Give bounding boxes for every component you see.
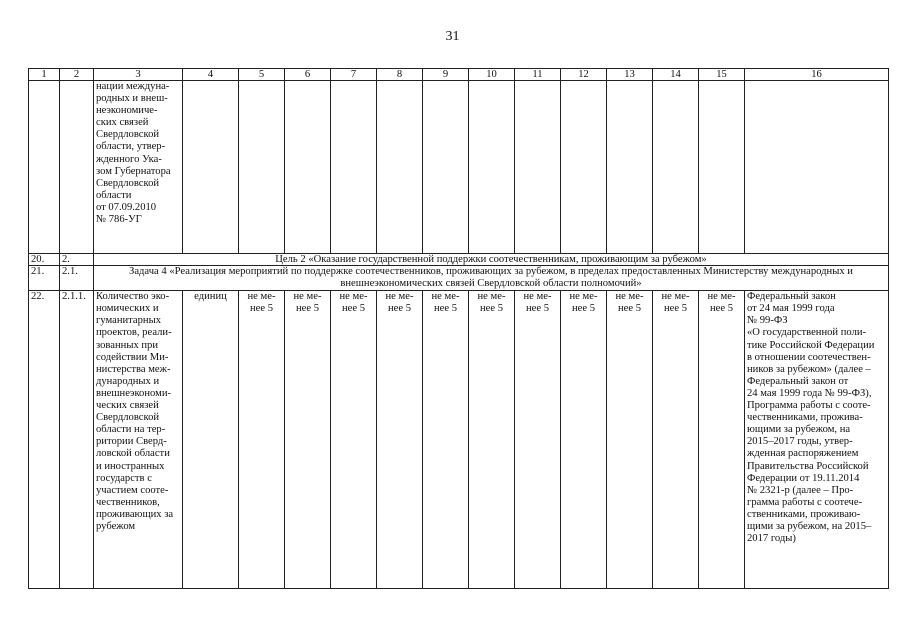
col-number-12: 12 (561, 69, 607, 81)
cell-empty (377, 81, 423, 254)
target-value: не ме- нее 5 (653, 291, 699, 589)
target-value: не ме- нее 5 (607, 291, 653, 589)
col-number-15: 15 (699, 69, 745, 81)
col-number-1: 1 (29, 69, 60, 81)
col-number-9: 9 (423, 69, 469, 81)
col-number-8: 8 (377, 69, 423, 81)
cell-empty (469, 81, 515, 254)
cell-empty (653, 81, 699, 254)
target-value: не ме- нее 5 (331, 291, 377, 589)
row-code: 2. (60, 254, 94, 266)
target-value: не ме- нее 5 (699, 291, 745, 589)
col-number-4: 4 (183, 69, 239, 81)
task-title: Задача 4 «Реализация мероприятий по поддержке соотечественников, проживающих за рубежом, в пределах предоставленных Министерству международных и внешнеэкономических связей Свердловской области полномочий» (94, 266, 889, 291)
target-value: не ме- нее 5 (423, 291, 469, 589)
col-number-3: 3 (94, 69, 183, 81)
col-number-7: 7 (331, 69, 377, 81)
goal-title: Цель 2 «Оказание государственной поддержки соотечественникам, проживающим за рубежом» (94, 254, 889, 266)
target-value: не ме- нее 5 (469, 291, 515, 589)
table-row-task (29, 266, 889, 291)
cell-empty (745, 81, 889, 254)
cell-empty (423, 81, 469, 254)
cell-empty (60, 81, 94, 254)
table-row-goal (29, 254, 889, 266)
col-number-5: 5 (239, 69, 285, 81)
target-value: не ме- нее 5 (515, 291, 561, 589)
cell-continued-basis: нации междуна- родных и внеш- неэкономиче- ских связей Свердловской области, утвер- жденного Ука- зом Губернатора Свердловской области от 07.09.2010 № 786-УГ (94, 81, 183, 254)
col-number-11: 11 (515, 69, 561, 81)
col-number-2: 2 (60, 69, 94, 81)
source-document: Федеральный закон от 24 мая 1999 года № 99-ФЗ «О государственной поли- тике Российской Федерации в отношении соотечествен- ников за рубежом» (далее – Федеральный закон от 24 мая 1999 года № 99-ФЗ), Программа работы с сооте- чественниками, прожива- ющими за рубежом, на 2015–2017 годы, утвер- жденная распоряжением Правительства Российской Федерации от 19.11.2014 № 2321-р (далее – Про- грамма работы с соотече- ственниками, проживаю- щими за рубежом, на 2015– 2017 годы) (745, 291, 889, 589)
cell-empty (183, 81, 239, 254)
target-value: не ме- нее 5 (377, 291, 423, 589)
target-value: не ме- нее 5 (561, 291, 607, 589)
row-code: 2.1.1. (60, 291, 94, 589)
target-value: не ме- нее 5 (239, 291, 285, 589)
cell-empty (561, 81, 607, 254)
col-number-14: 14 (653, 69, 699, 81)
cell-empty (699, 81, 745, 254)
page-number: 31 (445, 29, 460, 44)
cell-empty (285, 81, 331, 254)
row-code: 2.1. (60, 266, 94, 291)
cell-empty (331, 81, 377, 254)
indicator-name: Количество эко- номических и гуманитарных проектов, реали- зованных при содействии Ми- нистерства меж- дународных и внешнеэкономи- ческих связей Свердловской области на тер- ритории Сверд- ловской области и иностранных государств с участием сооте- чественников, проживающих за рубежом (94, 291, 183, 589)
row-number: 22. (29, 291, 60, 589)
unit-of-measure: единиц (183, 291, 239, 589)
col-number-6: 6 (285, 69, 331, 81)
cell-empty (515, 81, 561, 254)
col-number-10: 10 (469, 69, 515, 81)
cell-empty (29, 81, 60, 254)
row-number: 21. (29, 266, 60, 291)
col-number-13: 13 (607, 69, 653, 81)
target-value: не ме- нее 5 (285, 291, 331, 589)
table-row-continuation (29, 81, 889, 254)
cell-empty (239, 81, 285, 254)
row-number: 20. (29, 254, 60, 266)
table-row-indicator (29, 291, 889, 589)
cell-empty (607, 81, 653, 254)
indicators-table (28, 68, 889, 589)
column-number-row (29, 69, 889, 81)
col-number-16: 16 (745, 69, 889, 81)
